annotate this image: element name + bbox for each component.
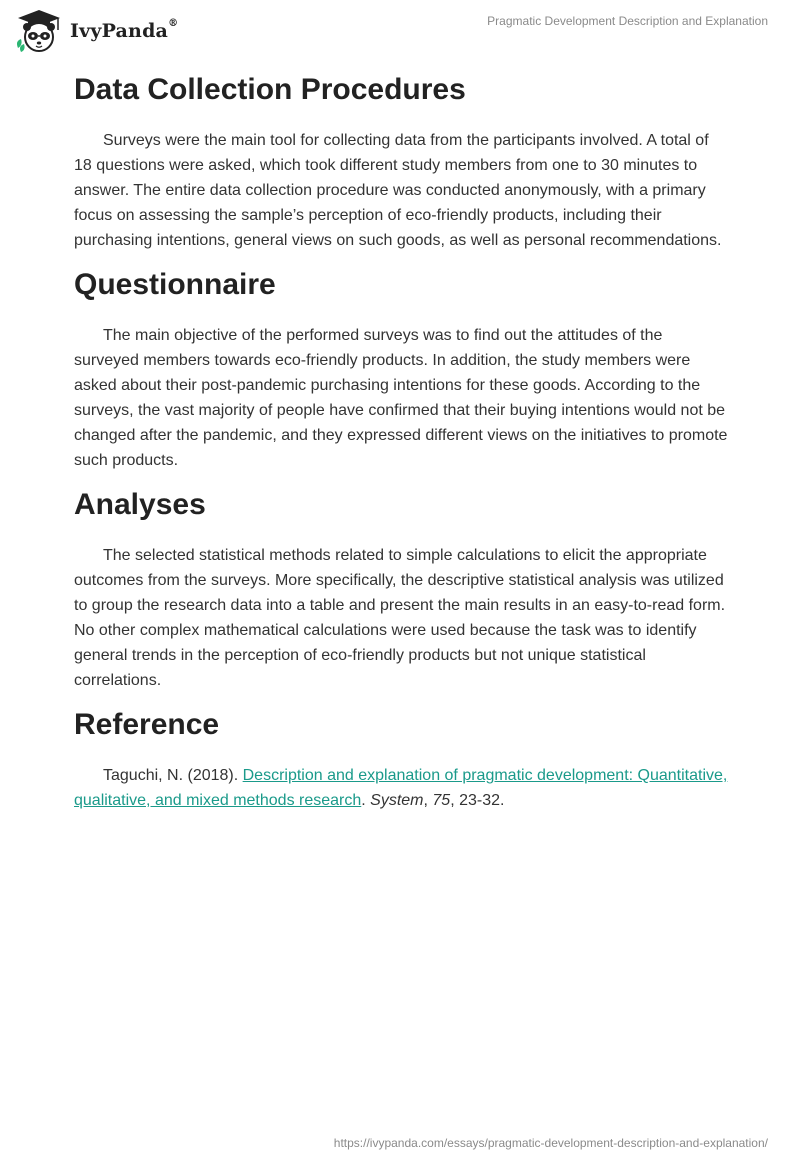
footer-url: https://ivypanda.com/essays/pragmatic-development-description-and-explanation/ [333, 1136, 768, 1150]
reference-entry [74, 763, 730, 813]
reference-comma: , [423, 792, 433, 809]
section-heading: Analyses [74, 488, 206, 521]
brand-name: IvyPanda® [70, 18, 179, 42]
reference-link[interactable]: Description and explanation of pragmatic development: Quantitative, qualitative, and mixed methods research [74, 767, 728, 809]
reference-author-year: Taguchi, N. (2018). [103, 767, 243, 784]
ivypanda-logo[interactable] [14, 8, 178, 54]
section-paragraph: Surveys were the main tool for collecting data from the participants involved. A total of 18 questions were asked, which took different study members from one to 30 minutes to answer. The entire data collection procedure was conducted anonymously, with a primary focus on assessing the sample’s perception of eco-friendly products, including their purchasing intentions, general views on such goods, as well as personal recommendations. [74, 132, 722, 249]
section-questionnaire [74, 265, 730, 473]
section-paragraph: The main objective of the performed surveys was to find out the attitudes of the surveyed members towards eco-friendly products. In addition, the study members were asked about their post-pandemic purchasing intentions for these goods. According to the surveys, the vast majority of people have confirmed that their buying intentions would not be changed after the pandemic, and they expressed different views on the initiatives to promote such products. [74, 327, 728, 469]
section-heading: Reference [74, 708, 220, 741]
section-heading: Questionnaire [74, 268, 276, 301]
reference-after-link: . [361, 792, 371, 809]
section-reference [74, 705, 730, 813]
reference-volume: 75 [432, 792, 451, 809]
page-header [0, 0, 800, 60]
article-content [74, 70, 730, 825]
section-analyses [74, 485, 730, 693]
section-heading: Data Collection Procedures [74, 73, 466, 106]
section-paragraph: The selected statistical methods related to simple calculations to elicit the appropriate outcomes from the surveys. More specifically, the descriptive statistical analysis was utilized to group the research data into a table and present the main results in an easy-to-read form. No other complex mathematical calculations were used because the task was to identify general trends in the perception of eco-friendly products but not unique statistical correlations. [74, 547, 726, 689]
reference-journal: System [370, 792, 424, 809]
section-data-collection [74, 70, 730, 253]
document-title: Pragmatic Development Description and Explanation [487, 14, 768, 28]
panda-mascot-icon [14, 8, 64, 54]
reference-pages: , 23-32. [450, 792, 505, 809]
